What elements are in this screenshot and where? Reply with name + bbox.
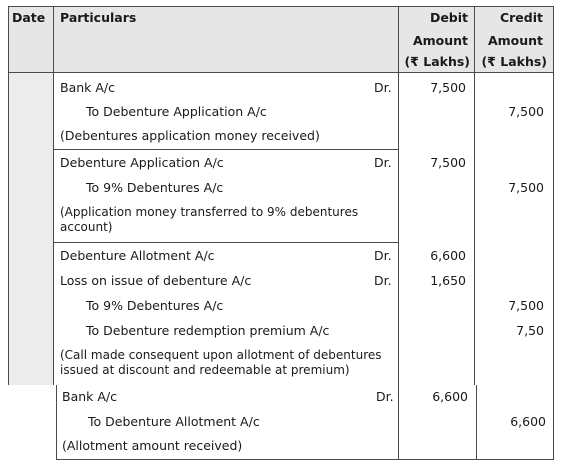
- entry-line-account: Debenture Application A/c: [60, 155, 224, 170]
- entry-line-dr: Dr.: [374, 273, 392, 288]
- entry-line-account: To 9% Debentures A/c: [86, 298, 224, 313]
- entry-line-credit: 7,500: [508, 180, 544, 195]
- entry-line-dr: Dr.: [374, 248, 392, 263]
- header-date: Date: [12, 10, 46, 25]
- header-credit-line3: (₹ Lakhs): [481, 54, 547, 69]
- entry-narration: (Call made consequent upon allotment of debentures issued at discount and redeemable at premium): [60, 348, 382, 377]
- entry-line-account: To Debenture Application A/c: [86, 104, 267, 119]
- entry-line-credit: 6,600: [510, 414, 546, 429]
- entry-line-debit: 1,650: [430, 273, 466, 288]
- entry-line-dr: Dr.: [374, 80, 392, 95]
- entry-narration: (Allotment amount received): [62, 438, 243, 453]
- entry-line-account: To Debenture Allotment A/c: [88, 414, 260, 429]
- entry-line-dr: Dr.: [376, 389, 394, 404]
- entry-line-account: Debenture Allotment A/c: [60, 248, 215, 263]
- entry-line-debit: 6,600: [432, 389, 468, 404]
- entry-narration: (Debentures application money received): [60, 128, 320, 143]
- entry-line-account: Bank A/c: [62, 389, 118, 404]
- entry-line-dr: Dr.: [374, 155, 392, 170]
- header-debit-line2: Amount: [412, 33, 468, 48]
- entry-line-account: Bank A/c: [60, 80, 116, 95]
- entry-line-credit: 7,500: [508, 104, 544, 119]
- entry-line-account: To 9% Debentures A/c: [86, 180, 224, 195]
- header-debit-line3: (₹ Lakhs): [404, 54, 470, 69]
- header-credit-line1: Credit: [499, 10, 543, 25]
- entry-line-account: To Debenture redemption premium A/c: [86, 323, 330, 338]
- entry-line-credit: 7,50: [516, 323, 544, 338]
- date-column-shade: [9, 73, 53, 385]
- header-credit-line2: Amount: [487, 33, 543, 48]
- entry-line-account: Loss on issue of debenture A/c: [60, 273, 252, 288]
- entry-line-credit: 7,500: [508, 298, 544, 313]
- entry-narration: (Application money transferred to 9% debentures account): [60, 205, 359, 234]
- header-particulars: Particulars: [60, 10, 137, 25]
- entry-line-debit: 7,500: [430, 80, 466, 95]
- header-debit-line1: Debit: [429, 10, 468, 25]
- entry-line-debit: 6,600: [430, 248, 466, 263]
- entry-line-debit: 7,500: [430, 155, 466, 170]
